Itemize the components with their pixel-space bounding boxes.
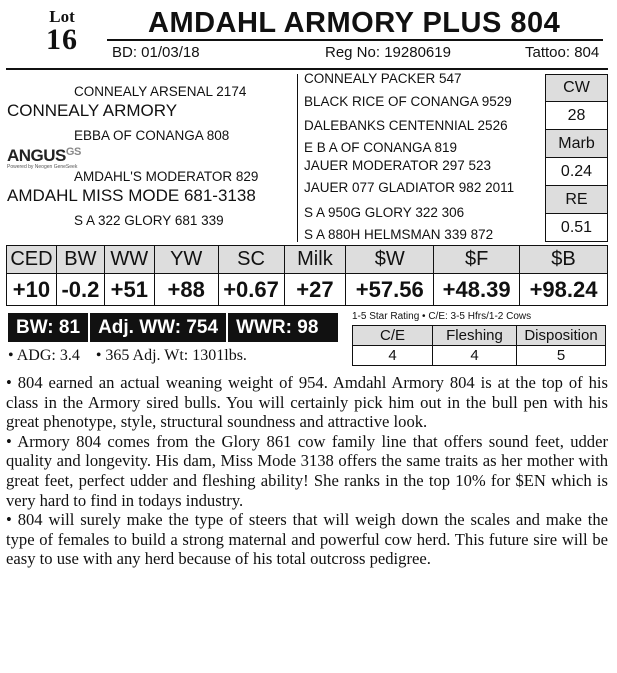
re-label: RE — [545, 186, 608, 214]
epd-header-milk: Milk — [284, 246, 346, 274]
lot-label: Lot — [49, 7, 75, 26]
carcass-epd-column — [545, 74, 608, 242]
rating-table — [352, 325, 606, 366]
epd-value-b: +98.24 — [520, 274, 608, 306]
description-paragraph-3: • 804 will surely make the type of steers that will weigh down the scales and make the type of females to build a strong maternal and powerful cow herd. This future sire will be easy to use with any herd because of his total outcross pedigree. — [6, 510, 608, 569]
rating-header-ce: C/E — [353, 326, 433, 346]
registration-number: Reg No: 19280619 — [325, 44, 451, 61]
epd-header-yw: YW — [154, 246, 218, 274]
birth-weight: BW: 81 — [16, 316, 81, 338]
epd-header-ced: CED — [7, 246, 57, 274]
description-paragraph-2: • Armory 804 comes from the Glory 861 cow family line that offers sound feet, udder quality and longevity. His dam, Miss Mode 3138 offers the same traits as her mother with great feet, perfect udder and fleshing ability! She ranks in the top 10% for $EN which is very hard to find in todays industry. — [6, 431, 608, 510]
rating-value-row — [353, 346, 606, 366]
adg-line — [8, 347, 247, 365]
angus-gs-logo: $ANGUS^{GS}$ Powered by Neogen GeneSeek — [7, 146, 81, 170]
epd-value-w: +57.56 — [346, 274, 434, 306]
epd-header-ww: WW — [104, 246, 154, 274]
sire-sire: CONNEALY ARSENAL 2174 — [74, 84, 247, 99]
epd-value-sc: +0.67 — [218, 274, 284, 306]
description-paragraph-1: • 804 earned an actual weaning weight of 954. Amdahl Armory 804 is at the top of his class in the Armory sired bulls. You will certainly pick him out in the bull pen with his great phenotype, style, structural soundness and attractive look. — [6, 373, 608, 432]
epd-header-w: $W — [346, 246, 434, 274]
outer-pedigree-8: S A 880H HELMSMAN 339 872 — [304, 227, 494, 242]
epd-value-ced: +10 — [7, 274, 57, 306]
rating-header-row — [353, 326, 606, 346]
epd-header-bw: BW — [56, 246, 104, 274]
outer-pedigree-2: BLACK RICE OF CONANGA 9529 — [304, 94, 512, 109]
dam: AMDAHL MISS MODE 681-3138 — [7, 186, 256, 205]
tattoo: Tattoo: 804 — [525, 44, 600, 61]
adjusted-weaning-weight: Adj. WW: 754 — [88, 313, 226, 342]
outer-pedigree-1: CONNEALY PACKER 547 — [304, 71, 462, 86]
rating-header-disposition: Disposition — [517, 326, 606, 346]
section-divider — [6, 68, 608, 70]
dam-dam: S A 322 GLORY 681 339 — [74, 213, 224, 228]
cw-value: 28 — [545, 102, 608, 130]
outer-pedigree-5: JAUER MODERATOR 297 523 — [304, 158, 492, 173]
performance-bar — [8, 313, 338, 342]
epd-header-row — [7, 246, 608, 274]
outer-pedigree-4: E B A OF CONANGA 819 — [304, 140, 458, 155]
animal-name-title: AMDAHL ARMORY PLUS 804 — [148, 7, 561, 39]
lot-number: 16 — [46, 23, 78, 56]
outer-pedigree-3: DALEBANKS CENTENNIAL 2526 — [304, 118, 508, 133]
epd-value-f: +48.39 — [434, 274, 520, 306]
epd-value-row — [7, 274, 608, 306]
epd-table — [6, 245, 608, 306]
rating-value-fleshing: 4 — [433, 346, 517, 366]
lot-description — [6, 373, 608, 569]
epd-header-f: $F — [434, 246, 520, 274]
birth-date: BD: 01/03/18 — [112, 44, 200, 61]
epd-header-b: $B — [520, 246, 608, 274]
adjusted-yearling-weight: • 365 Adj. Wt: 1301lbs. — [95, 347, 247, 364]
marb-value: 0.24 — [545, 158, 608, 186]
cw-label: CW — [545, 74, 608, 102]
sire: CONNEALY ARMORY — [7, 101, 178, 120]
weaning-weight-ratio: WWR: 98 — [226, 313, 338, 342]
marb-label: Marb — [545, 130, 608, 158]
epd-value-yw: +88 — [154, 274, 218, 306]
rating-value-ce: 4 — [353, 346, 433, 366]
adg: • ADG: 3.4 — [8, 347, 80, 364]
rating-value-disposition: 5 — [517, 346, 606, 366]
dam-sire: AMDAHL'S MODERATOR 829 — [74, 169, 259, 184]
pedigree-divider — [297, 74, 298, 242]
sire-dam: EBBA OF CONANGA 808 — [74, 128, 230, 143]
rating-header-fleshing: Fleshing — [433, 326, 517, 346]
outer-pedigree-6: JAUER 077 GLADIATOR 982 2011 — [304, 180, 515, 195]
lot-number-box — [34, 8, 90, 55]
outer-pedigree-7: S A 950G GLORY 322 306 — [304, 205, 465, 220]
re-value: 0.51 — [545, 214, 608, 242]
rating-note: 1-5 Star Rating • C/E: 3-5 Hfrs/1-2 Cows — [352, 311, 532, 322]
title-underline — [107, 39, 603, 41]
epd-value-bw: -0.2 — [56, 274, 104, 306]
epd-header-sc: SC — [218, 246, 284, 274]
epd-value-milk: +27 — [284, 274, 346, 306]
epd-value-ww: +51 — [104, 274, 154, 306]
